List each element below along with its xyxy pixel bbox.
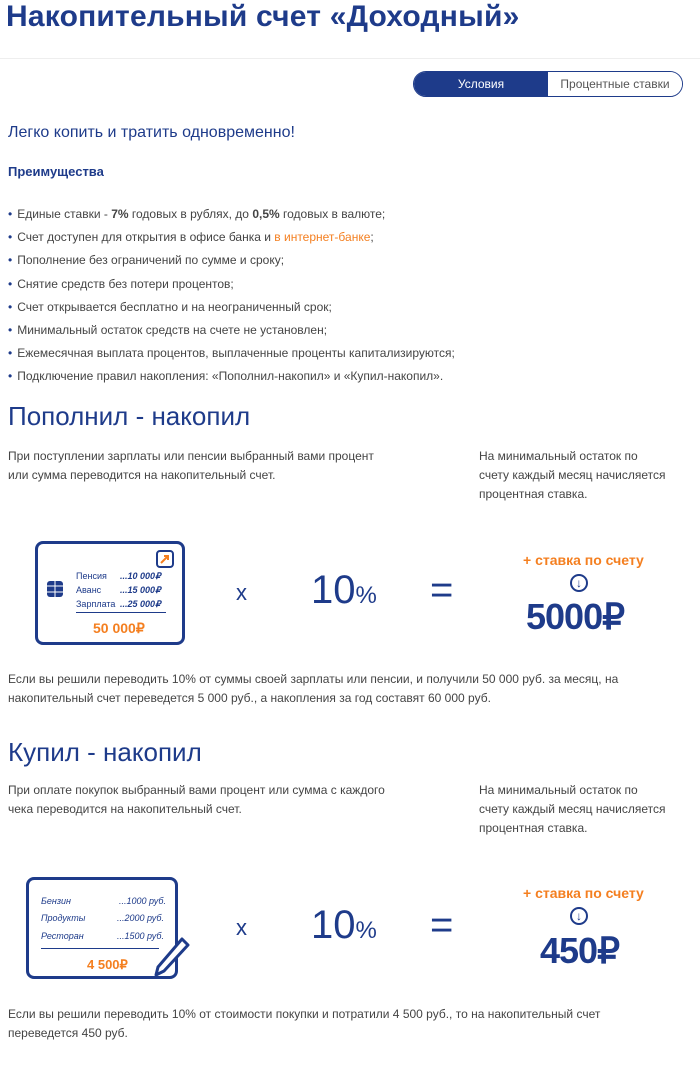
list-item: • Минимальный остаток средств на счете не установлен;	[8, 319, 688, 342]
receipt-divider	[41, 948, 159, 949]
rate-label: + ставка по счету	[523, 552, 644, 568]
result-amount: 450₽	[540, 930, 619, 971]
receipt-row-label: Продукты	[41, 913, 86, 923]
arrow-down-circle-icon: ↓	[570, 907, 588, 925]
arrow-out-icon	[156, 550, 174, 568]
receipt-row-value: ...2000 руб.	[117, 913, 164, 923]
equals-sign: =	[430, 903, 454, 947]
receipt-total: 4 500₽	[87, 957, 128, 972]
card-row-value: ...10 000₽	[120, 571, 161, 581]
card-total: 50 000₽	[93, 620, 145, 636]
arrow-down-circle-icon: ↓	[570, 574, 588, 592]
multiply-sign: x	[236, 915, 247, 940]
list-item: • Счет доступен для открытия в офисе банка и в интернет-банке;	[8, 226, 688, 249]
section1-right-text: На минимальный остаток по счету каждый месяц начисляется процентная ставка.	[479, 449, 666, 501]
pencil-icon	[152, 935, 192, 979]
tabs	[413, 71, 683, 97]
section1-footnote: Если вы решили переводить 10% от суммы своей зарплаты или пенсии, и получили 50 000 руб. за месяц, на накопительный счет переведется 5 000 руб., а накопления за год составят 60 000 руб.	[8, 672, 619, 705]
section2-left-text: При оплате покупок выбранный вами процент или сумма с каждого чека переводится на накопительный счет.	[8, 783, 385, 816]
section2-footnote: Если вы решили переводить 10% от стоимости покупки и потратили 4 500 руб., то на накопительный счет переведется 450 руб.	[8, 1007, 601, 1040]
section2-right-text: На минимальный остаток по счету каждый месяц начисляется процентная ставка.	[479, 783, 666, 835]
list-item: • Подключение правил накопления: «Пополнил-накопил» и «Купил-накопил».	[8, 365, 688, 388]
card-row-label: Пенсия	[76, 571, 107, 581]
list-item: • Счет открывается бесплатно и на неограниченный срок;	[8, 296, 688, 319]
percent-value: 10%	[311, 903, 377, 947]
section-heading-replenish: Пополнил - накопил	[8, 401, 251, 431]
tab-conditions[interactable]: Условия	[414, 72, 548, 96]
receipt-row-value: ...1500 руб.	[117, 931, 164, 941]
internet-bank-link[interactable]: в интернет-банке	[274, 230, 371, 245]
list-item: • Ежемесячная выплата процентов, выплаченные проценты капитализируются;	[8, 342, 688, 365]
lead-text: Легко копить и тратить одновременно!	[8, 124, 295, 141]
section-heading-buy: Купил - накопил	[8, 737, 202, 767]
benefits-list	[8, 203, 688, 389]
divider	[0, 58, 700, 59]
page-title: Накопительный счет «Доходный»	[6, 0, 520, 33]
receipt-row-label: Бензин	[41, 896, 71, 906]
percent-value: 10%	[311, 568, 377, 612]
result-amount: 5000₽	[526, 596, 624, 637]
list-item: • Пополнение без ограничений по сумме и сроку;	[8, 249, 688, 272]
chip-icon	[46, 580, 64, 598]
advantages-heading: Преимущества	[8, 164, 104, 179]
receipt-row-value: ...1000 руб.	[119, 896, 166, 906]
card-row-label: Аванс	[76, 585, 102, 595]
card-row-value: ...25 000₽	[120, 599, 161, 609]
tab-interest-rates[interactable]: Процентные ставки	[548, 72, 682, 96]
multiply-sign: x	[236, 580, 247, 605]
rate-label: + ставка по счету	[523, 885, 644, 901]
list-item: • Снятие средств без потери процентов;	[8, 273, 688, 296]
equals-sign: =	[430, 568, 454, 612]
card-row-value: ...15 000₽	[120, 585, 161, 595]
card-divider	[76, 612, 166, 613]
section1-left-text: При поступлении зарплаты или пенсии выбранный вами процент или сумма переводится на накопительный счет.	[8, 449, 374, 482]
card-row-label: Зарплата	[76, 599, 116, 609]
salary-card	[35, 541, 185, 645]
list-item: • Единые ставки - 7% годовых в рублях, до 0,5% годовых в валюте;	[8, 203, 688, 226]
receipt-row-label: Ресторан	[41, 931, 84, 941]
